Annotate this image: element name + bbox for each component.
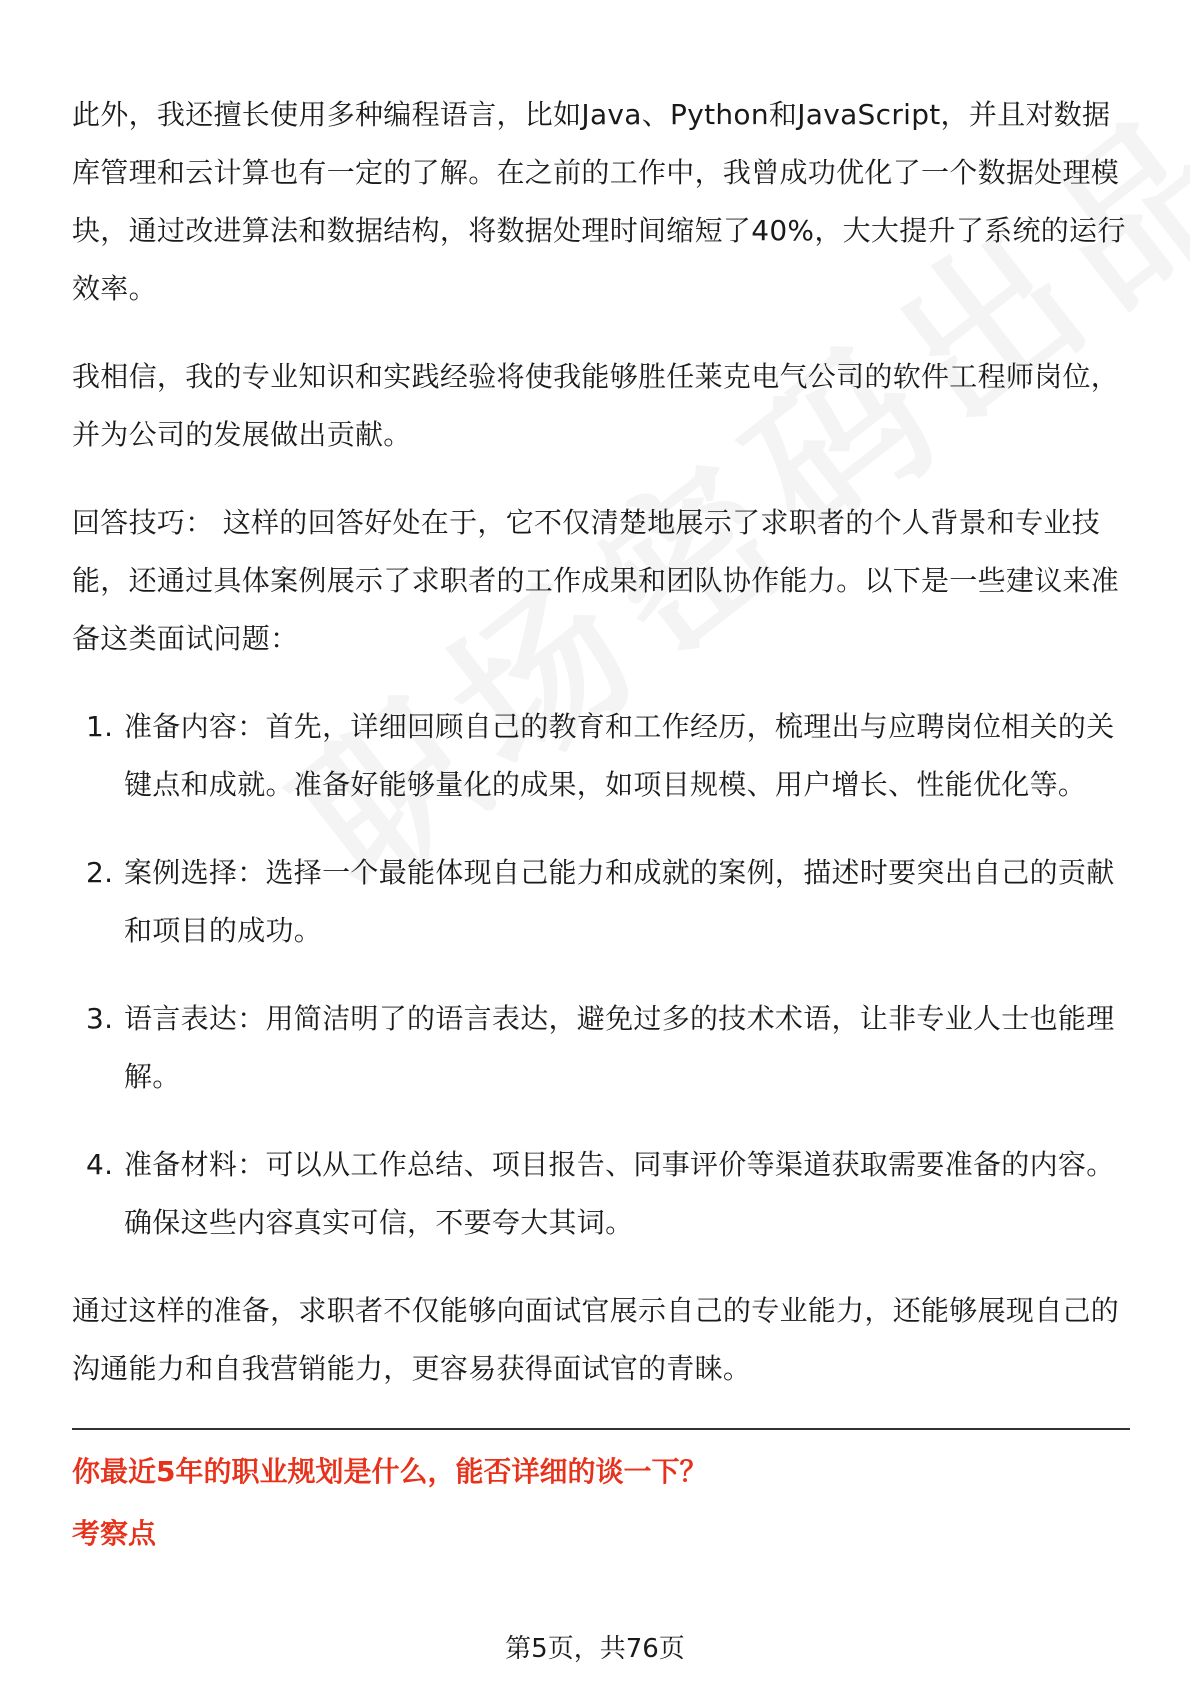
tips-list [72,698,1130,1252]
section-divider [72,1428,1130,1430]
list-number: 3. [86,1002,114,1035]
list-item [72,1136,1130,1252]
list-item-text: 准备内容：首先，详细回顾自己的教育和工作经历，梳理出与应聘岗位相关的关键点和成就。准备好能够量化的成果，如项目规模、用户增长、性能优化等。 [124,710,1115,801]
list-number: 2. [86,856,114,889]
list-item-text: 准备材料：可以从工作总结、项目报告、同事评价等渠道获取需要准备的内容。确保这些内容真实可信，不要夸大其词。 [124,1148,1115,1239]
list-item [72,698,1130,814]
list-item-text: 案例选择：选择一个最能体现自己能力和成就的案例，描述时要突出自己的贡献和项目的成功。 [124,856,1115,947]
list-number: 1. [86,710,114,743]
paragraph-skills: 此外，我还擅长使用多种编程语言，比如Java、Python和JavaScript，并且对数据库管理和云计算也有一定的了解。在之前的工作中，我曾成功优化了一个数据处理模块，通过改进算法和数据结构，将数据处理时间缩短了40%，大大提升了系统的运行效率。 [72,98,1126,305]
page-number-footer: 第5页，共76页 [505,1634,685,1664]
page-content [72,86,1130,1558]
question-subtitle: 考察点 [72,1517,157,1550]
list-item-text: 语言表达：用简洁明了的语言表达，避免过多的技术术语，让非专业人士也能理解。 [124,1002,1115,1093]
list-item [72,844,1130,960]
paragraph-answer-tips: 回答技巧： 这样的回答好处在于，它不仅清楚地展示了求职者的个人背景和专业技能，还通过具体案例展示了求职者的工作成果和团队协作能力。以下是一些建议来准备这类面试问题： [72,506,1120,655]
question-title: 你最近5年的职业规划是什么，能否详细的谈一下？ [72,1455,708,1488]
list-item [72,990,1130,1106]
list-number: 4. [86,1148,114,1181]
paragraph-closing: 通过这样的准备，求职者不仅能够向面试官展示自己的专业能力，还能够展现自己的沟通能力和自我营销能力，更容易获得面试官的青睐。 [72,1294,1120,1385]
paragraph-conclusion: 我相信，我的专业知识和实践经验将使我能够胜任莱克电气公司的软件工程师岗位，并为公司的发展做出贡献。 [72,360,1120,451]
